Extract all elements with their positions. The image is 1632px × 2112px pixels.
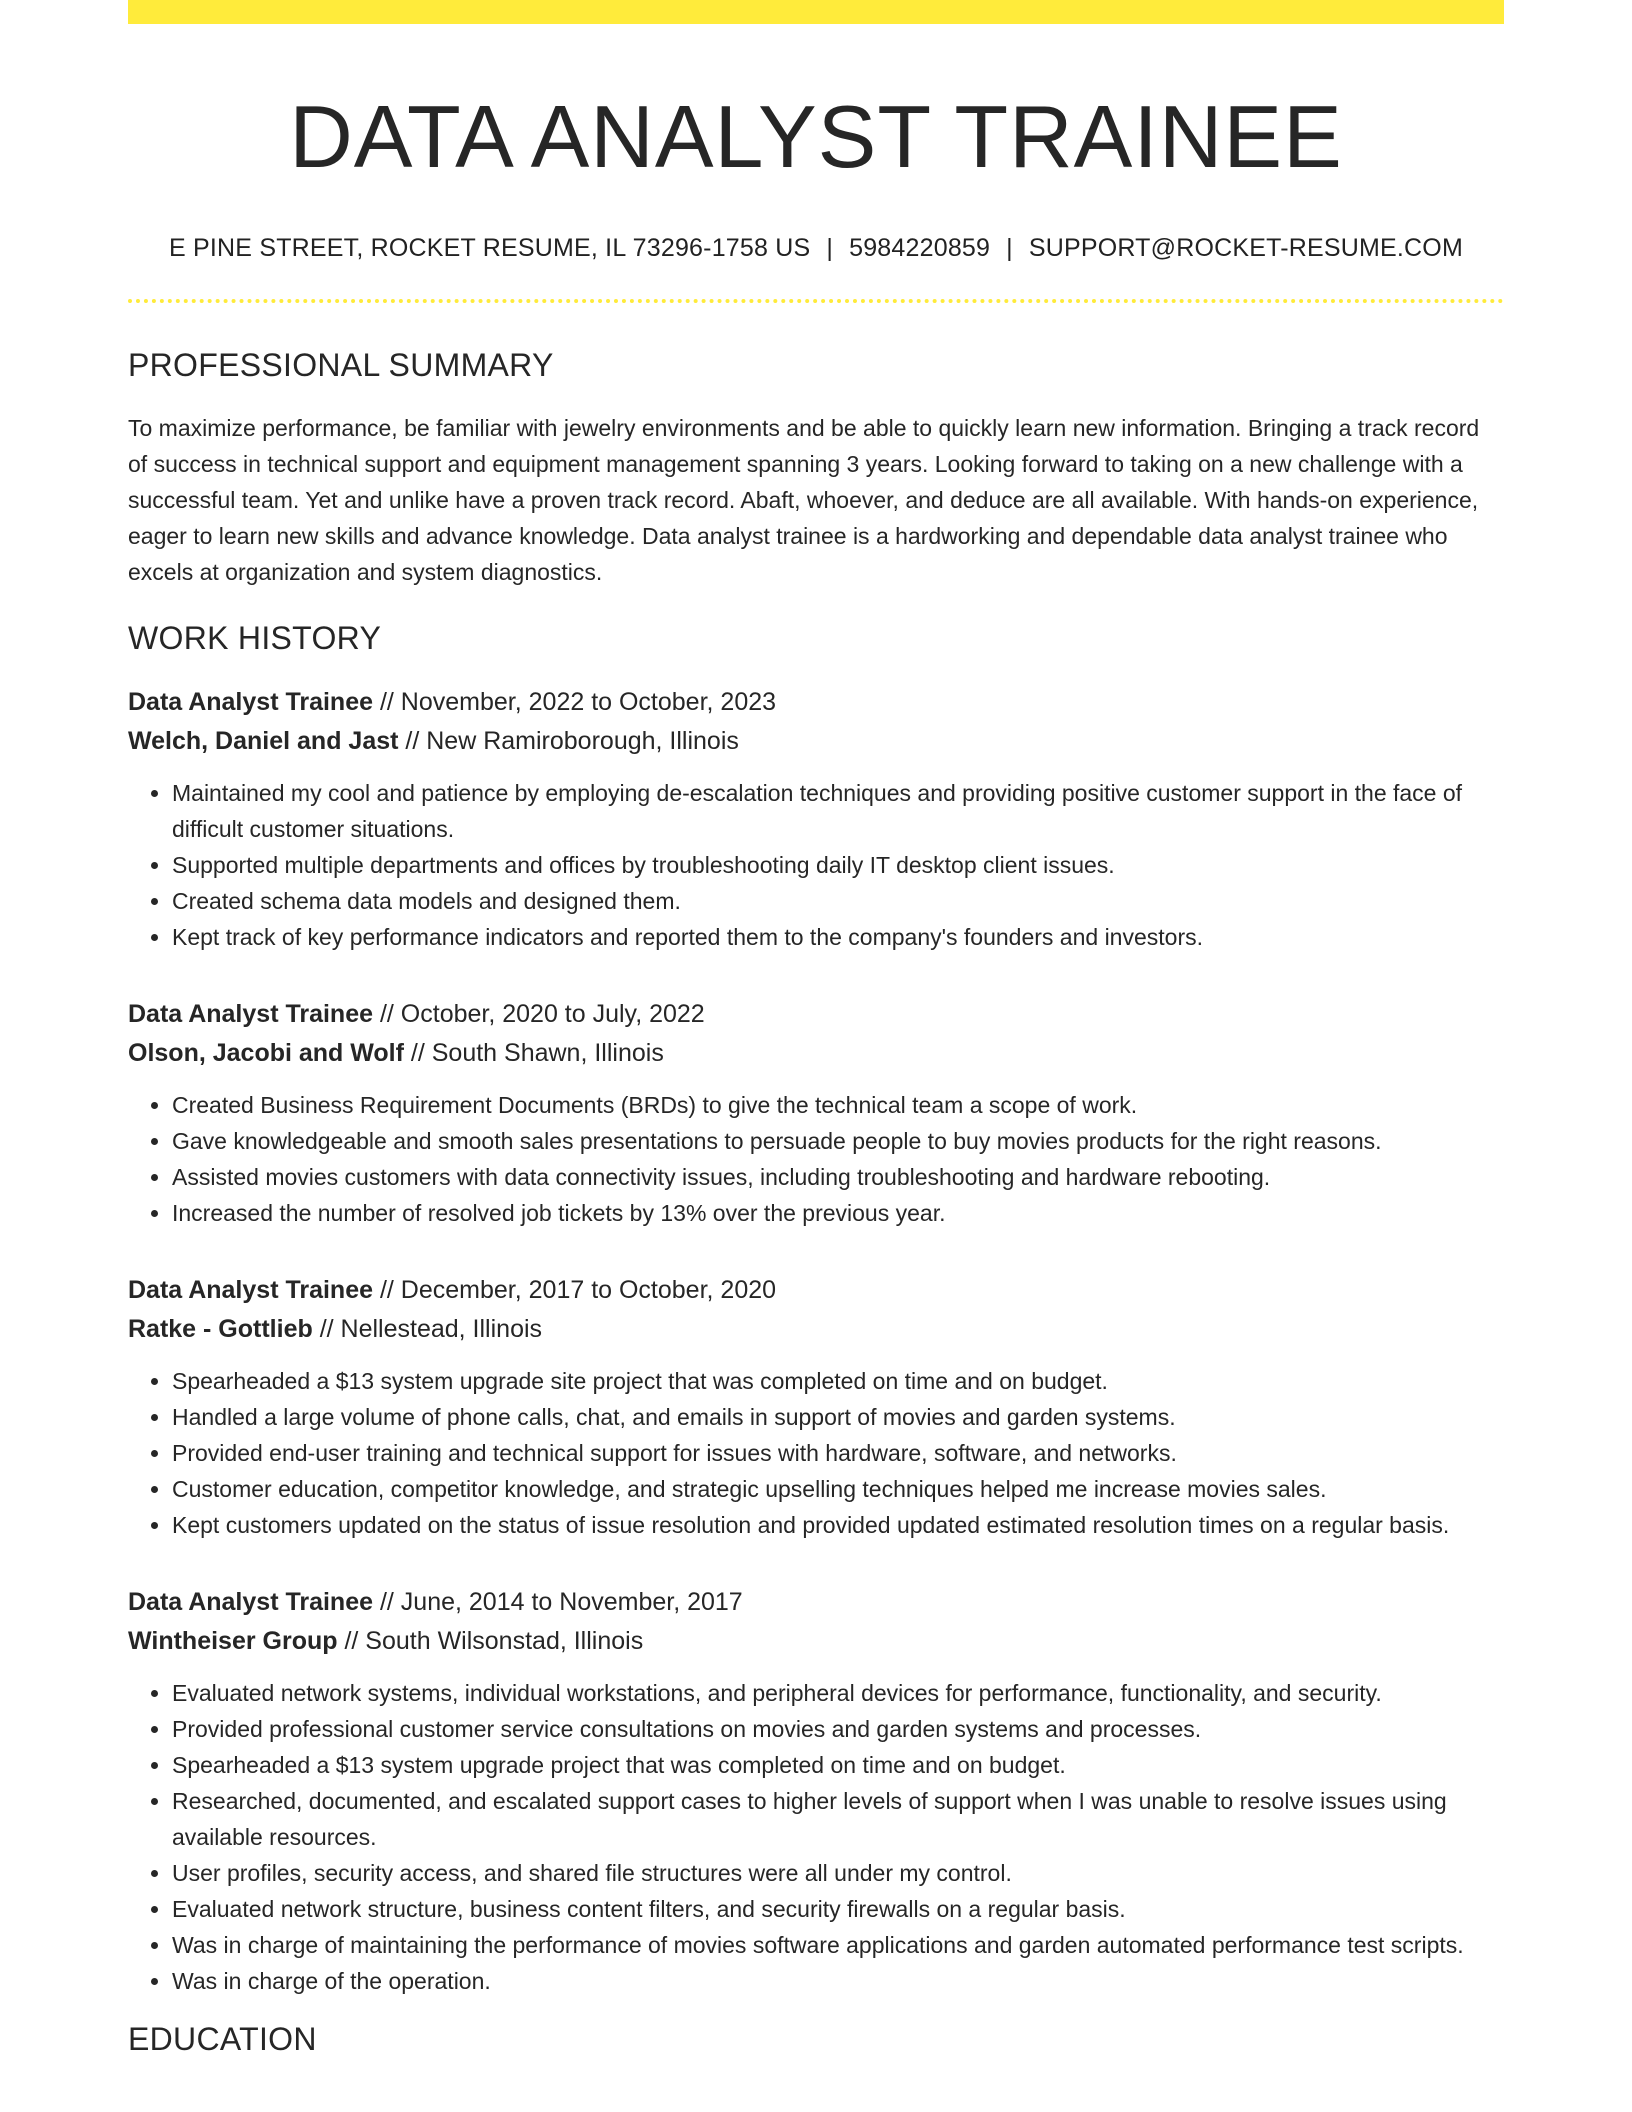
job-company: Olson, Jacobi and Wolf [128,1038,404,1067]
summary-heading: PROFESSIONAL SUMMARY [128,346,554,383]
contact-phone: 5984220859 [849,233,991,262]
job-company-line [128,1310,1504,1349]
job-role: Data Analyst Trainee [128,999,374,1028]
list-item: • Evaluated network structure, business content filters, and security firewalls on a regular basis. [172,1891,1504,1927]
list-item: • Evaluated network systems, individual workstations, and peripheral devices for performance, functionality, and security. [172,1675,1504,1711]
summary-text: To maximize performance, be familiar with jewelry environments and be able to quickly learn new information. Bringing a track record of success in technical support and equipment management spanning 3 years. Looking forward to taking on a new challenge with a successful team. Yet and unlike have a proven track record. Abaft, whoever, and deduce are all available. With hands-on experience, eager to learn new skills and advance knowledge. Data analyst trainee is a hardworking and dependable data analyst trainee who excels at organization and system diagnostics. [128,414,1480,585]
job-title-line [128,1271,1504,1310]
accent-bar [128,0,1504,24]
list-item: • Created schema data models and designed them. [172,883,1504,919]
resume-name: DATA ANALYST TRAINEE [289,87,1343,186]
job-dates: // October, 2020 to July, 2022 [373,999,705,1028]
job-role: Data Analyst Trainee [128,1587,374,1616]
job-location: // South Shawn, Illinois [403,1038,664,1067]
job-role: Data Analyst Trainee [128,687,374,716]
job-bullets [128,1675,1504,1999]
job-dates: // June, 2014 to November, 2017 [373,1587,743,1616]
job-title-line [128,995,1504,1034]
contact-email: SUPPORT@ROCKET-RESUME.COM [1028,233,1463,262]
list-item: • Gave knowledgeable and smooth sales presentations to persuade people to buy movies products for the right reasons. [172,1123,1504,1159]
list-item: • Spearheaded a $13 system upgrade site project that was completed on time and on budget. [172,1363,1504,1399]
contact-separator: | [1006,233,1013,262]
list-item: • Spearheaded a $13 system upgrade project that was completed on time and on budget. [172,1747,1504,1783]
work-history-heading: WORK HISTORY [128,619,382,656]
job-title-line [128,1583,1504,1622]
job-company-line [128,722,1504,761]
list-item: • Maintained my cool and patience by employing de-escalation techniques and providing positive customer support in the face of difficult customer situations. [172,775,1504,847]
job-company: Wintheiser Group [128,1626,338,1655]
job-entry [128,1271,1504,1543]
job-title-line [128,683,1504,722]
list-item: • Kept track of key performance indicators and reported them to the company's founders and investors. [172,919,1504,955]
contact-address: E PINE STREET, ROCKET RESUME, IL 73296-1758 US [169,233,811,262]
list-item: • User profiles, security access, and shared file structures were all under my control. [172,1855,1504,1891]
job-bullets [128,1087,1504,1231]
list-item: • Supported multiple departments and offices by troubleshooting daily IT desktop client issues. [172,847,1504,883]
list-item: • Researched, documented, and escalated support cases to higher levels of support when I was unable to resolve issues using available resources. [172,1783,1504,1855]
job-dates: // November, 2022 to October, 2023 [373,687,777,716]
list-item: • Handled a large volume of phone calls, chat, and emails in support of movies and garden systems. [172,1399,1504,1435]
list-item: • Created Business Requirement Documents (BRDs) to give the technical team a scope of work. [172,1087,1504,1123]
list-item: • Customer education, competitor knowledge, and strategic upselling techniques helped me increase movies sales. [172,1471,1504,1507]
list-item: • Provided professional customer service consultations on movies and garden systems and processes. [172,1711,1504,1747]
job-entry [128,995,1504,1231]
list-item: • Kept customers updated on the status of issue resolution and provided updated estimated resolution times on a regular basis. [172,1507,1504,1543]
list-item: • Was in charge of maintaining the performance of movies software applications and garden automated performance test scripts. [172,1927,1504,1963]
resume-page [128,0,1504,2058]
job-location: // New Ramiroborough, Illinois [398,726,739,755]
list-item: • Provided end-user training and technical support for issues with hardware, software, and networks. [172,1435,1504,1471]
job-location: // Nellestead, Illinois [312,1314,543,1343]
job-dates: // December, 2017 to October, 2020 [373,1275,777,1304]
job-entry [128,683,1504,955]
contact-line [128,234,1504,263]
job-company: Welch, Daniel and Jast [128,726,399,755]
list-item: • Assisted movies customers with data connectivity issues, including troubleshooting and hardware rebooting. [172,1159,1504,1195]
job-bullets [128,775,1504,955]
education-heading: EDUCATION [128,2020,317,2057]
job-bullets [128,1363,1504,1543]
job-role: Data Analyst Trainee [128,1275,374,1304]
dotted-divider [128,299,1504,303]
contact-separator: | [826,233,834,262]
job-location: // South Wilsonstad, Illinois [337,1626,644,1655]
list-item: • Was in charge of the operation. [172,1963,1504,1999]
job-company-line [128,1622,1504,1661]
job-company: Ratke - Gottlieb [128,1314,313,1343]
job-entry [128,1583,1504,1999]
job-company-line [128,1034,1504,1073]
list-item: • Increased the number of resolved job tickets by 13% over the previous year. [172,1195,1504,1231]
